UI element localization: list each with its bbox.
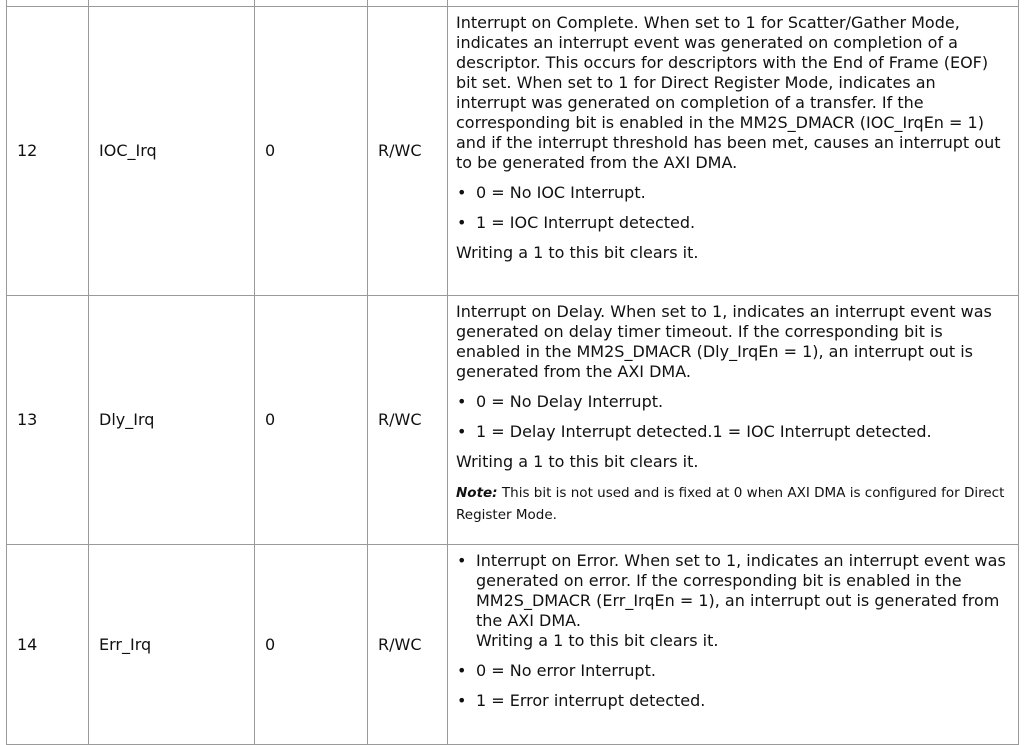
clear-note-text: Writing a 1 to this bit clears it.	[456, 452, 699, 471]
note-text: This bit is not used and is fixed at 0 when AXI DMA is configured for Direct Register Mode.	[456, 485, 1005, 523]
description-cell	[448, 7, 1019, 296]
note-label: Note:	[456, 485, 498, 501]
bullet-icon: •	[457, 691, 467, 710]
default-value-cell: 0	[255, 296, 368, 545]
bullet-text: 0 = No error Interrupt.	[476, 661, 656, 680]
access-type-cell: R/WC	[368, 296, 448, 545]
description-text: Interrupt on Delay. When set to 1, indicates an interrupt event was generated on delay timer timeout. If the corresponding bit is enabled in the MM2S_DMACR (Dly_IrqEn = 1), an interrupt out is generated from the AXI DMA.	[456, 302, 992, 381]
default-value-cell: 0	[255, 545, 368, 745]
bullet-icon: •	[457, 551, 467, 570]
note	[456, 482, 1008, 526]
table-row	[7, 545, 1019, 745]
bullet-item	[456, 422, 1008, 442]
description-text: Interrupt on Complete. When set to 1 for Scatter/Gather Mode, indicates an interrupt event was generated on completion of a descriptor. This occurs for descriptors with the End of Frame (EOF) bit set. When set to 1 for Direct Register Mode, indicates an interrupt was generated on completion of a transfer. If the corresponding bit is enabled in the MM2S_DMACR (IOC_IrqEn = 1) and if the interrupt threshold has been met, causes an interrupt out to be generated from the AXI DMA.	[456, 13, 1001, 172]
bullet-item	[456, 213, 1008, 233]
bullet-icon: •	[457, 422, 467, 441]
bullet-text: 0 = No Delay Interrupt.	[476, 392, 664, 411]
bullet-continuation-text: Writing a 1 to this bit clears it.	[476, 631, 719, 650]
bullet-icon: •	[457, 392, 467, 411]
bullet-item	[456, 691, 1008, 711]
field-name-cell: IOC_Irq	[89, 7, 255, 296]
table-row	[7, 296, 1019, 545]
bullet-icon: •	[457, 213, 467, 232]
bullet-item	[456, 392, 1008, 412]
bit-cell: 13	[7, 296, 89, 545]
access-type-cell: R/WC	[368, 545, 448, 745]
access-type-cell: R/WC	[368, 7, 448, 296]
clear-note-text: Writing a 1 to this bit clears it.	[456, 243, 699, 262]
bullet-icon: •	[457, 183, 467, 202]
bullet-item	[456, 183, 1008, 203]
default-value-cell: 0	[255, 7, 368, 296]
bullet-item	[456, 661, 1008, 681]
bullet-icon: •	[457, 661, 467, 680]
field-name-cell: Dly_Irq	[89, 296, 255, 545]
bullet-text: 1 = IOC Interrupt detected.	[476, 213, 696, 232]
field-name-cell: Err_Irq	[89, 545, 255, 745]
description-cell	[448, 296, 1019, 545]
bullet-text: 0 = No IOC Interrupt.	[476, 183, 646, 202]
bit-cell: 12	[7, 7, 89, 296]
table-row	[7, 7, 1019, 296]
bullet-text: 1 = Delay Interrupt detected.1 = IOC Interrupt detected.	[476, 422, 932, 441]
bullet-text: Interrupt on Error. When set to 1, indicates an interrupt event was generated on error. If the corresponding bit is enabled in the MM2S_DMACR (Err_IrqEn = 1), an interrupt out is generated from the AXI DMA.	[476, 551, 1006, 630]
bullet-text: 1 = Error interrupt detected.	[476, 691, 706, 710]
description-cell	[448, 545, 1019, 745]
bit-cell: 14	[7, 545, 89, 745]
register-field-table	[6, 0, 1019, 745]
bullet-item	[456, 551, 1008, 651]
